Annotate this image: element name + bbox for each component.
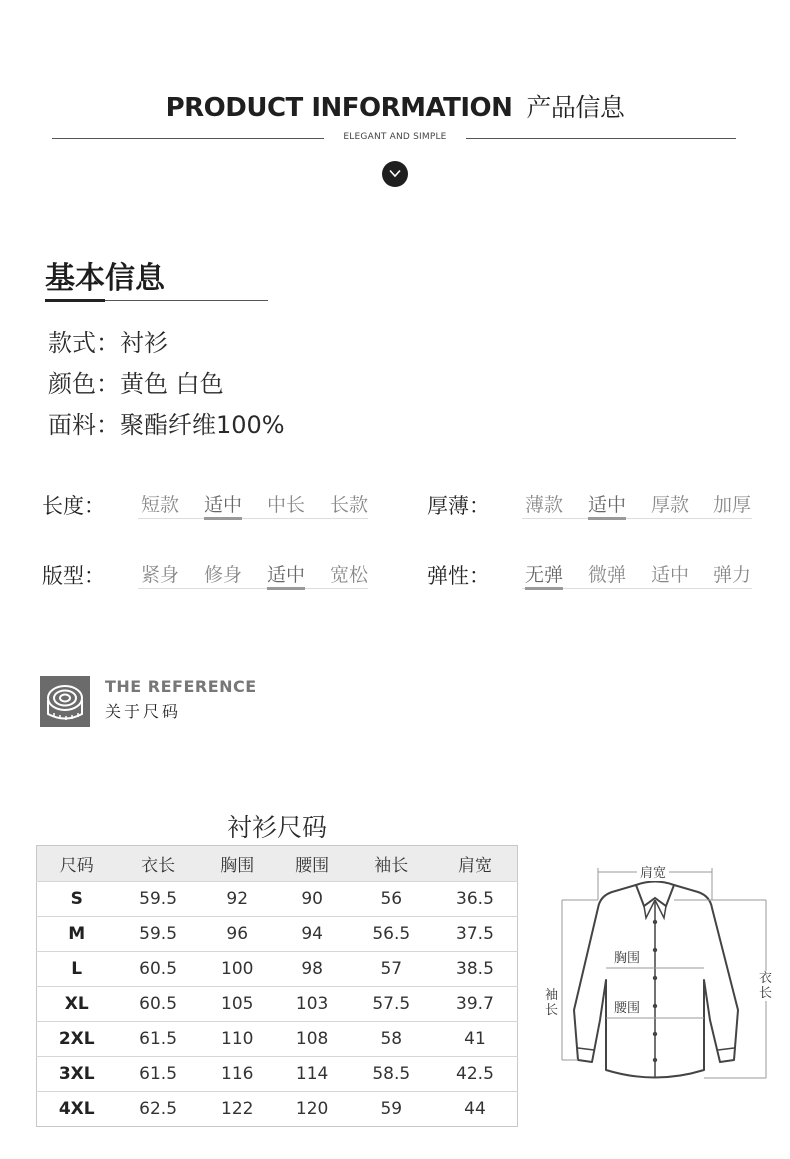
- info-value: 衬衫: [120, 329, 168, 357]
- label-waist: 腰围: [614, 997, 640, 1016]
- table-row: [37, 1057, 518, 1092]
- basic-info-underline-accent: [45, 299, 105, 302]
- table-cell: 37.5: [433, 917, 518, 952]
- size-cell: 4XL: [37, 1092, 117, 1127]
- attr-label-elasticity: 弹性：: [427, 564, 490, 588]
- title-en: PRODUCT INFORMATION: [165, 93, 513, 123]
- attr-baseline: [138, 588, 368, 589]
- attr-label-length: 长度：: [42, 494, 105, 518]
- size-cell: S: [37, 882, 117, 917]
- info-value: 黄色 白色: [120, 370, 224, 398]
- table-cell: 62.5: [116, 1092, 199, 1127]
- table-cell: 57.5: [350, 987, 433, 1022]
- table-cell: 44: [433, 1092, 518, 1127]
- table-cell: 41: [433, 1022, 518, 1057]
- table-row: [37, 1092, 518, 1127]
- table-row: [37, 987, 518, 1022]
- attr-baseline: [522, 518, 752, 519]
- table-row: [37, 882, 518, 917]
- table-cell: 122: [200, 1092, 275, 1127]
- label-length-char: 长: [759, 986, 773, 1001]
- table-cell: 36.5: [433, 882, 518, 917]
- basic-info-title: 基本信息: [45, 261, 165, 296]
- size-cell: L: [37, 952, 117, 987]
- attr-option-selected: 无弹: [524, 564, 563, 586]
- attr-option: 弹力: [712, 564, 751, 586]
- table-cell: 116: [200, 1057, 275, 1092]
- table-cell: 103: [275, 987, 350, 1022]
- table-cell: 100: [200, 952, 275, 987]
- attr-option: 中长: [266, 494, 305, 516]
- table-cell: 59.5: [116, 917, 199, 952]
- table-cell: 59.5: [116, 882, 199, 917]
- attr-option: 宽松: [329, 564, 368, 586]
- shirt-icon: [540, 860, 775, 1110]
- attr-selected-marker: [204, 517, 242, 520]
- table-cell: 58.5: [350, 1057, 433, 1092]
- attr-option: 厚款: [650, 494, 689, 516]
- attr-option: 紧身: [140, 564, 179, 586]
- table-row: [37, 1022, 518, 1057]
- chevron-down-icon: [382, 161, 408, 187]
- size-table-title: 衬衫尺码: [226, 813, 327, 842]
- info-label: 颜色：: [48, 370, 120, 398]
- attr-option: 加厚: [712, 494, 751, 516]
- info-label: 面料：: [48, 411, 120, 439]
- table-cell: 59: [350, 1092, 433, 1127]
- size-cell: M: [37, 917, 117, 952]
- table-cell: 105: [200, 987, 275, 1022]
- info-row-style: [48, 323, 168, 358]
- info-row-color: [48, 364, 224, 399]
- table-cell: 60.5: [116, 987, 199, 1022]
- table-cell: 58: [350, 1022, 433, 1057]
- header-subtitle: ELEGANT AND SIMPLE: [343, 132, 447, 142]
- table-cell: 61.5: [116, 1022, 199, 1057]
- table-cell: 114: [275, 1057, 350, 1092]
- table-header-row: [37, 846, 518, 882]
- table-cell: 38.5: [433, 952, 518, 987]
- table-row: [37, 917, 518, 952]
- label-sleeve-char: 袖: [545, 988, 559, 1003]
- table-cell: 94: [275, 917, 350, 952]
- reference-title-en: THE REFERENCE: [105, 677, 257, 696]
- size-cell: 3XL: [37, 1057, 117, 1092]
- attr-label-thickness: 厚薄：: [427, 494, 490, 518]
- page-title: [0, 88, 790, 124]
- shirt-diagram: [540, 860, 775, 1114]
- info-value: 聚酯纤维100%: [120, 411, 285, 439]
- label-length: [759, 971, 772, 1001]
- column-header: 衣长: [116, 846, 199, 882]
- info-label: 款式：: [48, 329, 120, 357]
- table-cell: 56: [350, 882, 433, 917]
- info-row-fabric: [48, 405, 285, 440]
- table-cell: 120: [275, 1092, 350, 1127]
- attr-selected-marker: [525, 587, 563, 590]
- attr-option: 长款: [329, 494, 368, 516]
- column-header: 尺码: [37, 846, 117, 882]
- attr-option: 微弹: [587, 564, 626, 586]
- table-cell: 110: [200, 1022, 275, 1057]
- size-cell: 2XL: [37, 1022, 117, 1057]
- label-shoulder: 肩宽: [637, 862, 669, 881]
- attr-option: 适中: [650, 564, 689, 586]
- table-cell: 96: [200, 917, 275, 952]
- attr-option: 修身: [203, 564, 242, 586]
- attr-option: 薄款: [524, 494, 563, 516]
- attr-option-selected: 适中: [203, 494, 242, 516]
- attr-option-selected: 适中: [266, 564, 305, 586]
- column-header: 肩宽: [433, 846, 518, 882]
- measuring-tape-icon: [40, 676, 90, 727]
- label-length-char: 衣: [759, 971, 773, 986]
- label-sleeve: [545, 988, 558, 1018]
- label-sleeve-char: 长: [545, 1003, 559, 1018]
- size-table: [36, 845, 518, 1127]
- table-cell: 60.5: [116, 952, 199, 987]
- table-cell: 98: [275, 952, 350, 987]
- table-cell: 92: [200, 882, 275, 917]
- column-header: 袖长: [350, 846, 433, 882]
- column-header: 腰围: [275, 846, 350, 882]
- attr-option: 短款: [140, 494, 179, 516]
- attr-label-fit: 版型：: [42, 564, 105, 588]
- table-cell: 56.5: [350, 917, 433, 952]
- table-cell: 90: [275, 882, 350, 917]
- table-cell: 108: [275, 1022, 350, 1057]
- attr-selected-marker: [267, 587, 305, 590]
- title-cn: 产品信息: [526, 93, 625, 122]
- attr-option-selected: 适中: [587, 494, 626, 516]
- table-cell: 61.5: [116, 1057, 199, 1092]
- table-cell: 57: [350, 952, 433, 987]
- attr-baseline: [138, 518, 368, 519]
- attr-selected-marker: [588, 517, 626, 520]
- size-cell: XL: [37, 987, 117, 1022]
- table-cell: 39.7: [433, 987, 518, 1022]
- label-chest: 胸围: [614, 947, 640, 966]
- column-header: 胸围: [200, 846, 275, 882]
- reference-title-cn: 关于尺码: [105, 702, 182, 721]
- table-cell: 42.5: [433, 1057, 518, 1092]
- table-row: [37, 952, 518, 987]
